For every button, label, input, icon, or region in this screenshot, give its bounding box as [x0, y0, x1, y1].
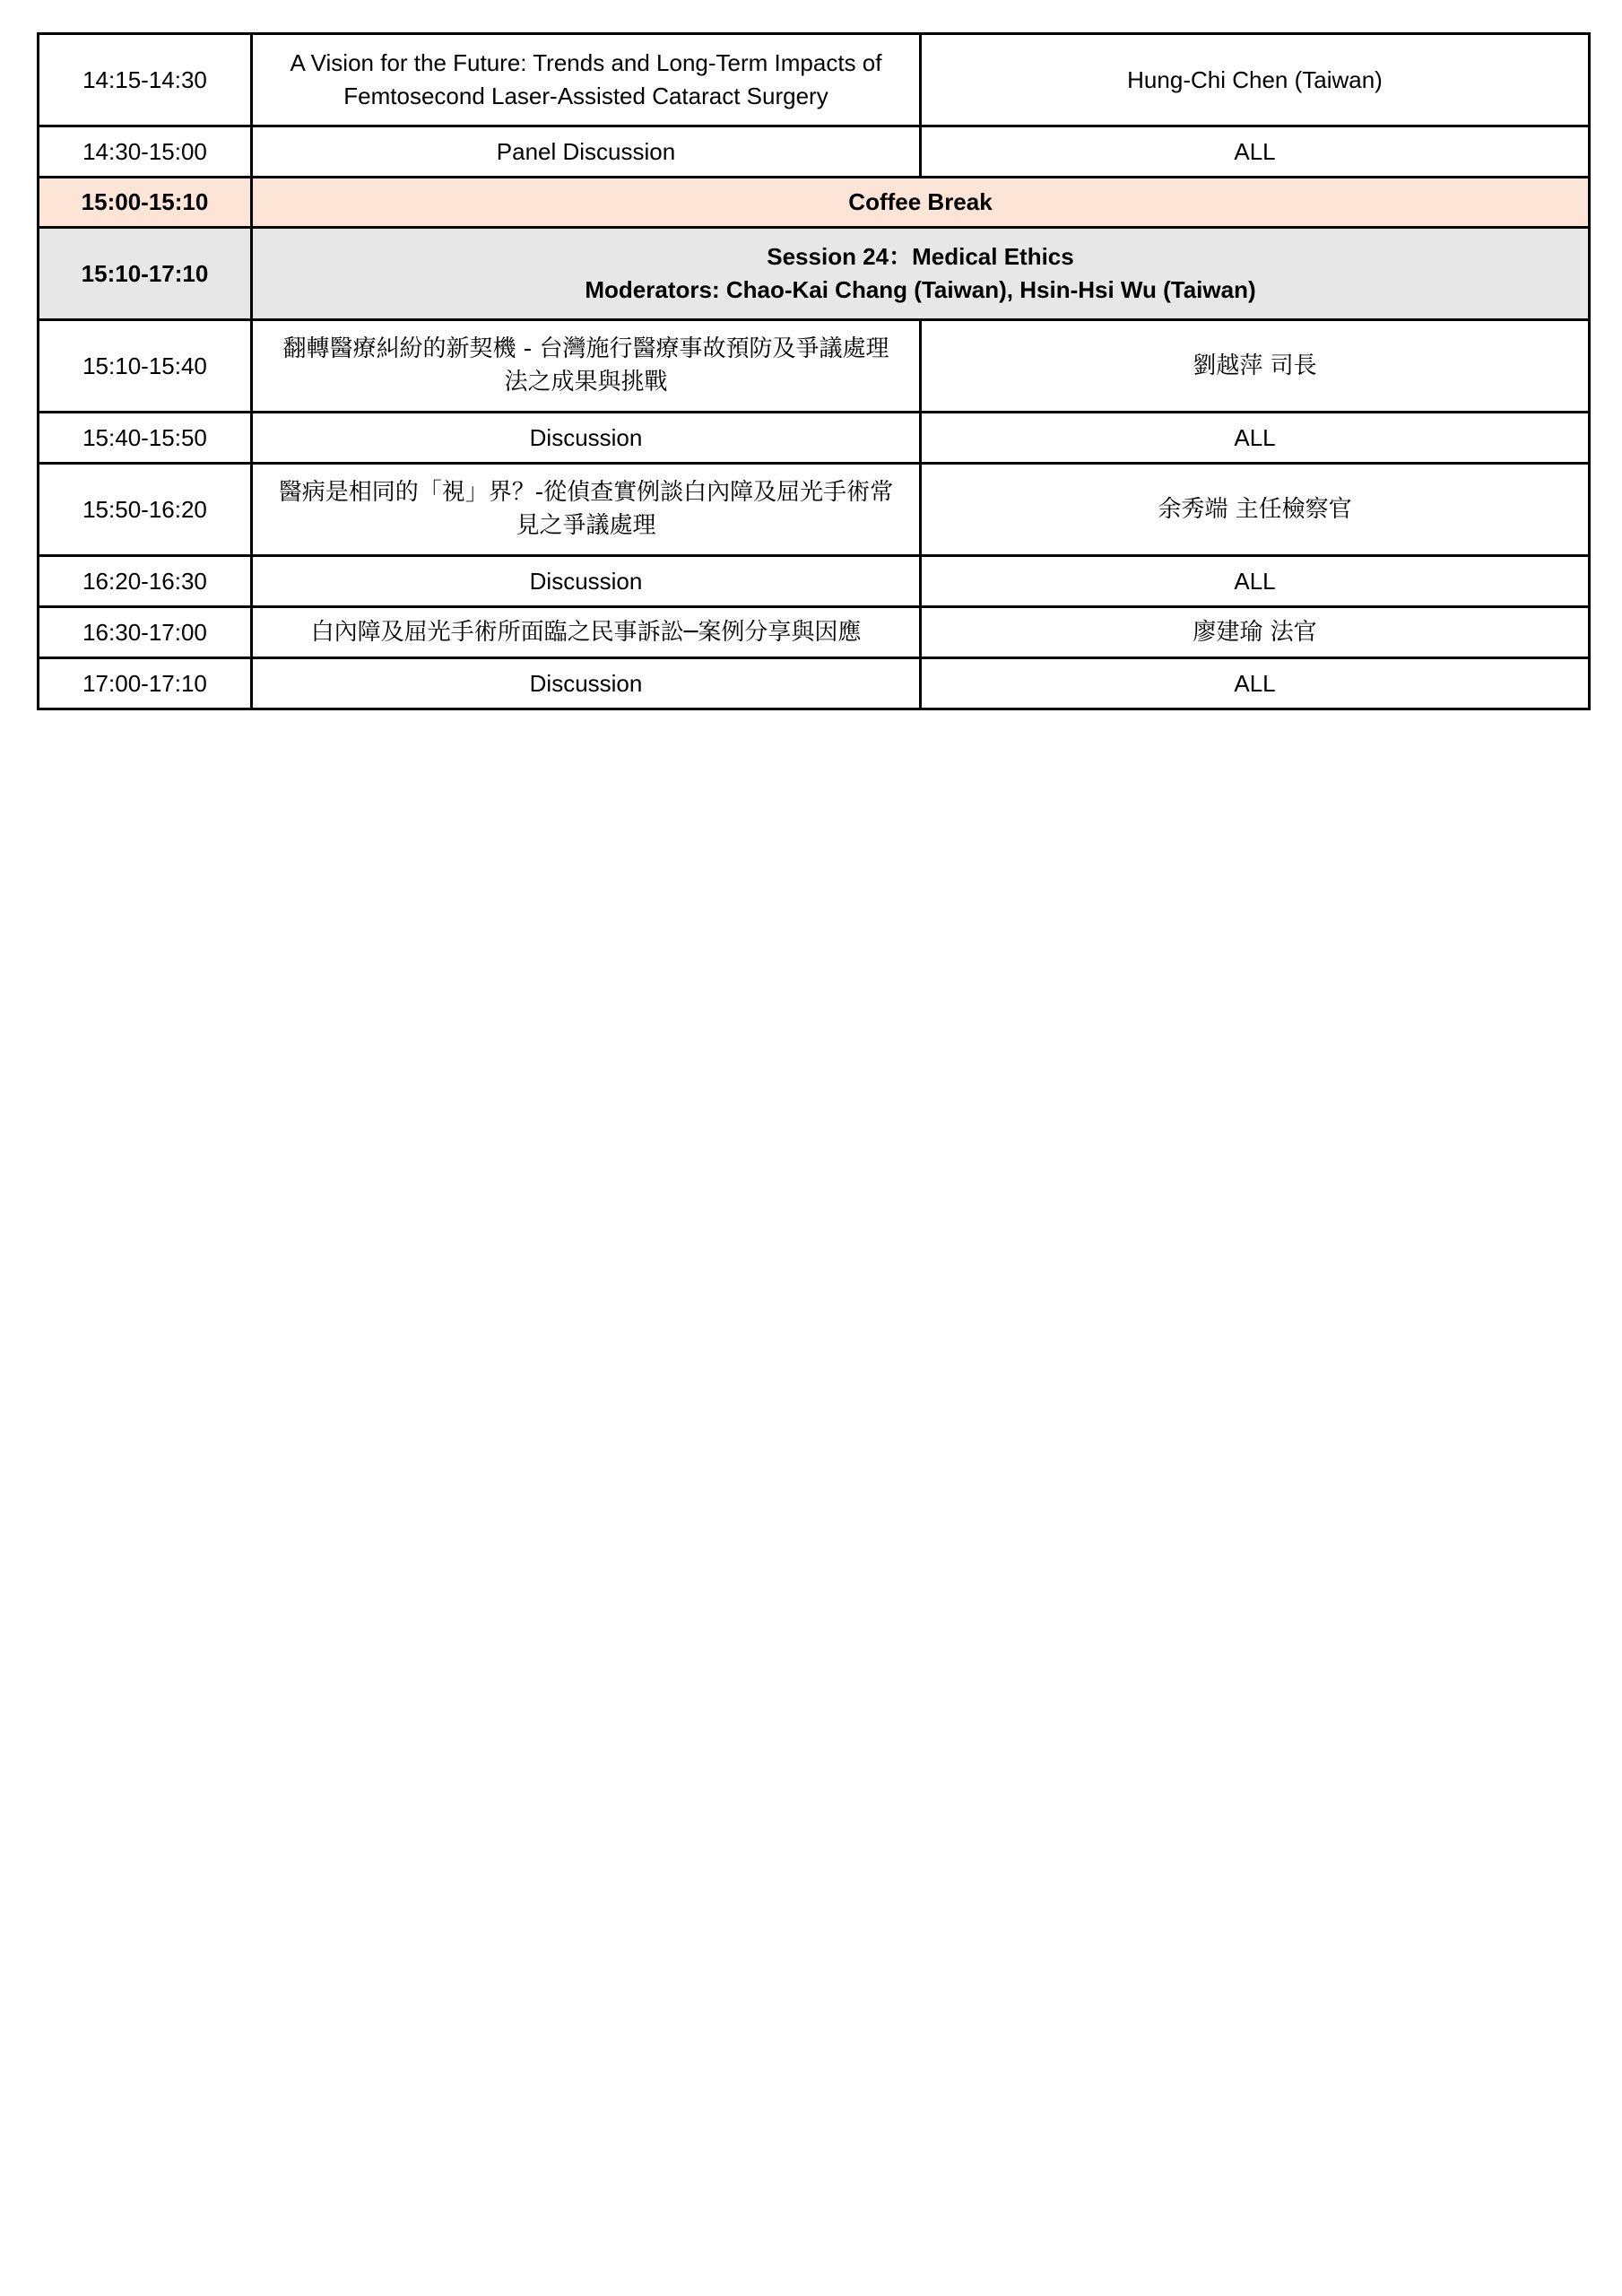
speaker-cell: Hung-Chi Chen (Taiwan): [921, 34, 1590, 126]
title-line: 法之成果與挑戰: [504, 369, 668, 396]
table-row: [39, 320, 1590, 413]
session-moderators: Moderators: Chao-Kai Chang (Taiwan), Hsin-Hsi Wu (Taiwan): [585, 276, 1256, 303]
session-title: Session 24：Medical Ethics: [767, 243, 1074, 270]
title-cell: Panel Discussion: [252, 126, 921, 178]
time-cell: 16:20-16:30: [39, 556, 252, 607]
table-row: [39, 464, 1590, 556]
time-cell: 15:40-15:50: [39, 413, 252, 464]
speaker-cell: ALL: [921, 556, 1590, 607]
session-row: [39, 228, 1590, 320]
title-cell: Discussion: [252, 413, 921, 464]
title-cell: 白內障及屈光手術所面臨之民事訴訟─案例分享與因應: [252, 607, 921, 658]
speaker-cell: ALL: [921, 658, 1590, 709]
title-cell: [252, 464, 921, 556]
title-line: 見之爭議處理: [516, 512, 656, 539]
table-row: [39, 34, 1590, 126]
break-row: [39, 178, 1590, 228]
time-cell: 15:50-16:20: [39, 464, 252, 556]
time-cell: 15:00-15:10: [39, 178, 252, 228]
speaker-cell: 廖建瑜 法官: [921, 607, 1590, 658]
break-label: Coffee Break: [252, 178, 1590, 228]
table-row: [39, 607, 1590, 658]
table-row: [39, 556, 1590, 607]
title-line: 翻轉醫療糾紛的新契機 - 台灣施行醫療事故預防及爭議處理: [282, 335, 889, 362]
table-row: [39, 413, 1590, 464]
time-cell: 15:10-17:10: [39, 228, 252, 320]
table-row: [39, 658, 1590, 709]
title-cell: [252, 34, 921, 126]
time-cell: 16:30-17:00: [39, 607, 252, 658]
title-cell: [252, 320, 921, 413]
schedule-table: [37, 32, 1591, 710]
title-cell: Discussion: [252, 556, 921, 607]
time-cell: 17:00-17:10: [39, 658, 252, 709]
title-line: A Vision for the Future: Trends and Long-Term Impacts of: [290, 49, 882, 76]
time-cell: 14:15-14:30: [39, 34, 252, 126]
time-cell: 14:30-15:00: [39, 126, 252, 178]
title-line: Femtosecond Laser-Assisted Cataract Surgery: [343, 83, 828, 109]
speaker-cell: 劉越萍 司長: [921, 320, 1590, 413]
speaker-cell: 余秀端 主任檢察官: [921, 464, 1590, 556]
table-row: [39, 126, 1590, 178]
speaker-cell: ALL: [921, 413, 1590, 464]
title-cell: Discussion: [252, 658, 921, 709]
title-line: 醫病是相同的「視」界？-從偵查實例談白內障及屈光手術常: [278, 479, 894, 506]
time-cell: 15:10-15:40: [39, 320, 252, 413]
speaker-cell: ALL: [921, 126, 1590, 178]
session-header: [252, 228, 1590, 320]
